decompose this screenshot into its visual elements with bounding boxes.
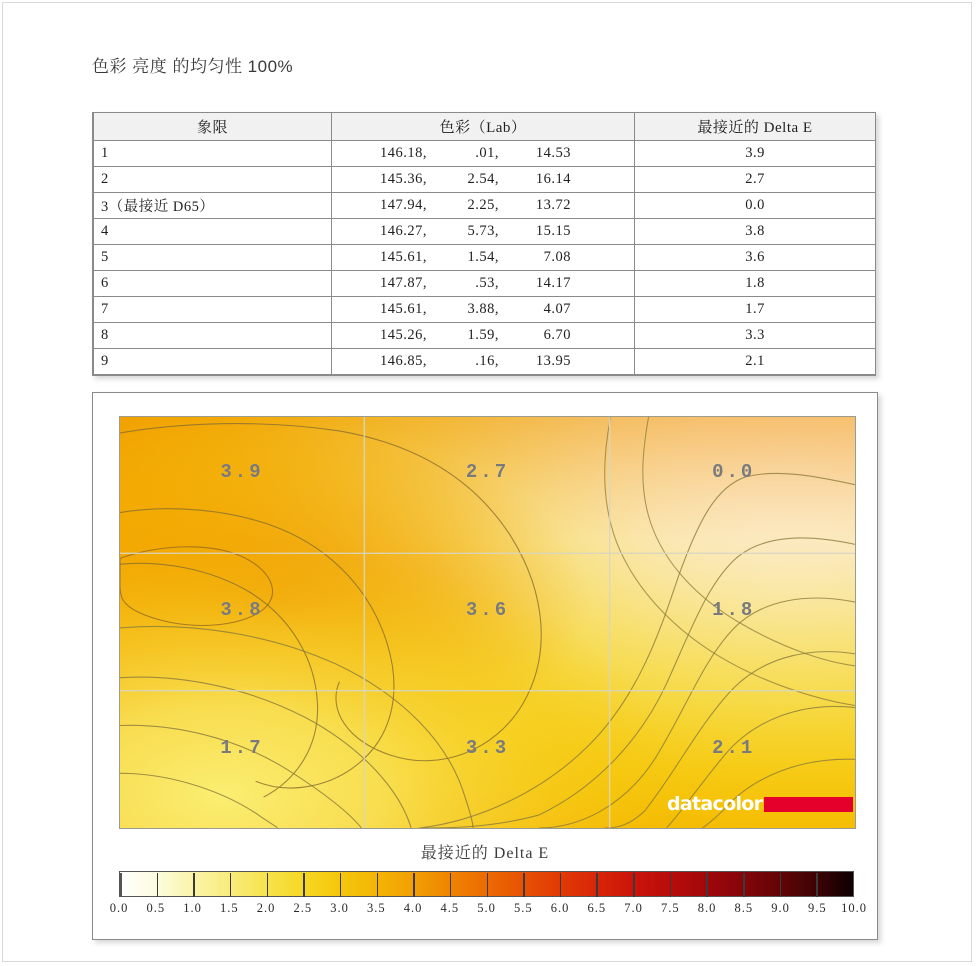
color-scale-gradient	[119, 871, 854, 897]
lab-component-b: 7.08	[543, 249, 571, 265]
color-scale-tick-labels	[109, 901, 867, 919]
color-scale-tick-label: 2.0	[256, 901, 276, 915]
table-row	[94, 245, 876, 271]
color-scale-tick-label: 6.0	[550, 901, 570, 915]
color-scale-tick-label: 7.5	[660, 901, 680, 915]
color-scale-tick-label: 3.5	[366, 901, 386, 915]
table-row	[94, 141, 876, 167]
cell-delta-e: 3.8	[635, 219, 876, 245]
color-scale-tick-label: 3.0	[330, 901, 349, 915]
color-scale-tick	[670, 873, 672, 897]
color-scale-tick	[377, 873, 379, 897]
color-scale-tick-label: 8.5	[734, 901, 754, 915]
color-scale-tick-label: 9.0	[771, 901, 790, 915]
table-row	[94, 167, 876, 193]
color-scale-tick	[267, 873, 269, 897]
color-scale-tick	[157, 873, 159, 897]
heatmap-cell-label-4: 3.8	[220, 599, 264, 622]
cell-quadrant: 9	[94, 349, 332, 375]
color-scale-tick-label: 1.5	[219, 901, 239, 915]
lab-component-l: 146.85,	[380, 353, 427, 369]
color-scale-tick	[120, 873, 122, 897]
table-row	[94, 271, 876, 297]
lab-component-a: 2.25,	[467, 197, 499, 213]
cell-delta-e: 0.0	[635, 193, 876, 219]
color-scale-tick	[523, 873, 525, 897]
lab-component-b: 14.17	[535, 275, 571, 291]
page-title: 色彩 亮度 的均匀性 100%	[92, 57, 294, 76]
table-row	[94, 349, 876, 375]
lab-component-b: 13.72	[535, 197, 571, 213]
cell-quadrant: 8	[94, 323, 332, 349]
datacolor-logo-bar	[764, 797, 853, 812]
lab-component-a: 1.54,	[467, 249, 499, 265]
color-scale-tick	[560, 873, 562, 897]
cell-delta-e: 2.1	[635, 349, 876, 375]
datacolor-logo-text: datacolor	[667, 792, 763, 815]
table-header-row	[94, 113, 876, 141]
lab-component-a: 1.59,	[467, 327, 499, 343]
lab-component-l: 145.26,	[380, 327, 427, 343]
lab-component-b: 16.14	[535, 171, 571, 187]
column-header-delta-e: 最接近的 Delta E	[635, 113, 876, 141]
lab-component-b: 4.07	[543, 301, 571, 317]
cell-quadrant: 6	[94, 271, 332, 297]
color-scale-tick	[193, 873, 195, 897]
lab-component-l: 146.18,	[380, 145, 427, 161]
heatmap-cell-label-2: 2.7	[465, 461, 510, 484]
color-scale-title: 最接近的 Delta E	[420, 845, 550, 862]
color-scale-tick	[487, 873, 489, 897]
uniformity-table	[93, 113, 876, 375]
color-scale-tick	[413, 873, 415, 897]
cell-quadrant: 1	[94, 141, 332, 167]
uniformity-chart-panel	[92, 392, 878, 940]
color-scale-tick-label: 0.0	[109, 901, 129, 915]
cell-quadrant: 7	[94, 297, 332, 323]
color-scale-tick-label: 4.0	[403, 901, 423, 915]
lab-component-l: 146.27,	[380, 223, 427, 239]
cell-color-lab	[332, 271, 635, 297]
heatmap-cell-label-7: 1.7	[220, 736, 264, 759]
lab-component-l: 147.94,	[380, 197, 427, 213]
cell-delta-e: 1.7	[635, 297, 876, 323]
color-scale-tick-label: 5.0	[477, 901, 496, 915]
cell-delta-e: 3.9	[635, 141, 876, 167]
color-scale-tick	[340, 873, 342, 897]
lab-component-a: .53,	[475, 275, 499, 291]
cell-color-lab	[332, 349, 635, 375]
heatmap-cell-label-1: 3.9	[220, 461, 264, 484]
color-scale-tick-label: 7.0	[624, 901, 643, 915]
cell-quadrant: 4	[94, 219, 332, 245]
color-scale-tick	[450, 873, 452, 897]
lab-component-b: 6.70	[543, 327, 571, 343]
heatmap-cell-label-5: 3.6	[465, 599, 510, 622]
cell-color-lab	[332, 219, 635, 245]
cell-quadrant: 3（最接近 D65）	[94, 193, 332, 219]
cell-color-lab	[332, 141, 635, 167]
cell-color-lab	[332, 245, 635, 271]
cell-quadrant: 2	[94, 167, 332, 193]
uniformity-table-container	[92, 112, 876, 376]
lab-component-a: .16,	[475, 353, 499, 369]
color-scale-tick-label: 2.5	[293, 901, 313, 915]
cell-color-lab	[332, 167, 635, 193]
color-scale	[109, 871, 867, 915]
color-scale-tick	[303, 873, 305, 897]
cell-quadrant: 5	[94, 245, 332, 271]
color-scale-tick	[743, 873, 745, 897]
lab-component-a: .01,	[475, 145, 499, 161]
cell-delta-e: 3.6	[635, 245, 876, 271]
cell-delta-e: 3.3	[635, 323, 876, 349]
lab-component-a: 5.73,	[467, 223, 499, 239]
color-scale-tick-label: 10.0	[841, 901, 867, 915]
color-scale-tick	[780, 873, 782, 897]
lab-component-l: 145.36,	[380, 171, 427, 187]
table-row	[94, 193, 876, 219]
color-scale-tick-label: 4.5	[440, 901, 460, 915]
color-scale-tick-label: 6.5	[587, 901, 607, 915]
lab-component-b: 13.95	[535, 353, 571, 369]
table-row	[94, 297, 876, 323]
lab-component-b: 15.15	[535, 223, 571, 239]
heatmap-contour-svg	[120, 417, 855, 828]
datacolor-logo	[667, 792, 853, 816]
lab-component-a: 3.88,	[467, 301, 499, 317]
lab-component-l: 145.61,	[380, 301, 427, 317]
heatmap-cell-label-8: 3.3	[465, 736, 510, 759]
delta-e-heatmap	[119, 416, 856, 829]
table-row	[94, 219, 876, 245]
color-scale-tick-label: 5.5	[513, 901, 533, 915]
column-header-quadrant: 象限	[94, 113, 332, 141]
color-scale-tick-label: 1.0	[183, 901, 202, 915]
color-scale-tick	[596, 873, 598, 897]
cell-delta-e: 2.7	[635, 167, 876, 193]
table-row	[94, 323, 876, 349]
color-scale-tick	[633, 873, 635, 897]
cell-color-lab	[332, 193, 635, 219]
lab-component-a: 2.54,	[467, 171, 499, 187]
heatmap-cell-label-6: 1.8	[712, 599, 756, 622]
heatmap-cell-label-3: 0.0	[712, 461, 756, 484]
color-scale-tick-label: 0.5	[146, 901, 166, 915]
heatmap-cell-label-9: 2.1	[712, 736, 756, 759]
color-scale-tick	[230, 873, 232, 897]
color-scale-tick-label: 8.0	[697, 901, 717, 915]
lab-component-b: 14.53	[535, 145, 571, 161]
color-scale-tick	[816, 873, 818, 897]
lab-component-l: 145.61,	[380, 249, 427, 265]
cell-color-lab	[332, 297, 635, 323]
color-scale-tick	[706, 873, 708, 897]
color-scale-tick-label: 9.5	[807, 901, 827, 915]
cell-delta-e: 1.8	[635, 271, 876, 297]
cell-color-lab	[332, 323, 635, 349]
lab-component-l: 147.87,	[380, 275, 427, 291]
column-header-color-lab: 色彩（Lab）	[332, 113, 635, 141]
